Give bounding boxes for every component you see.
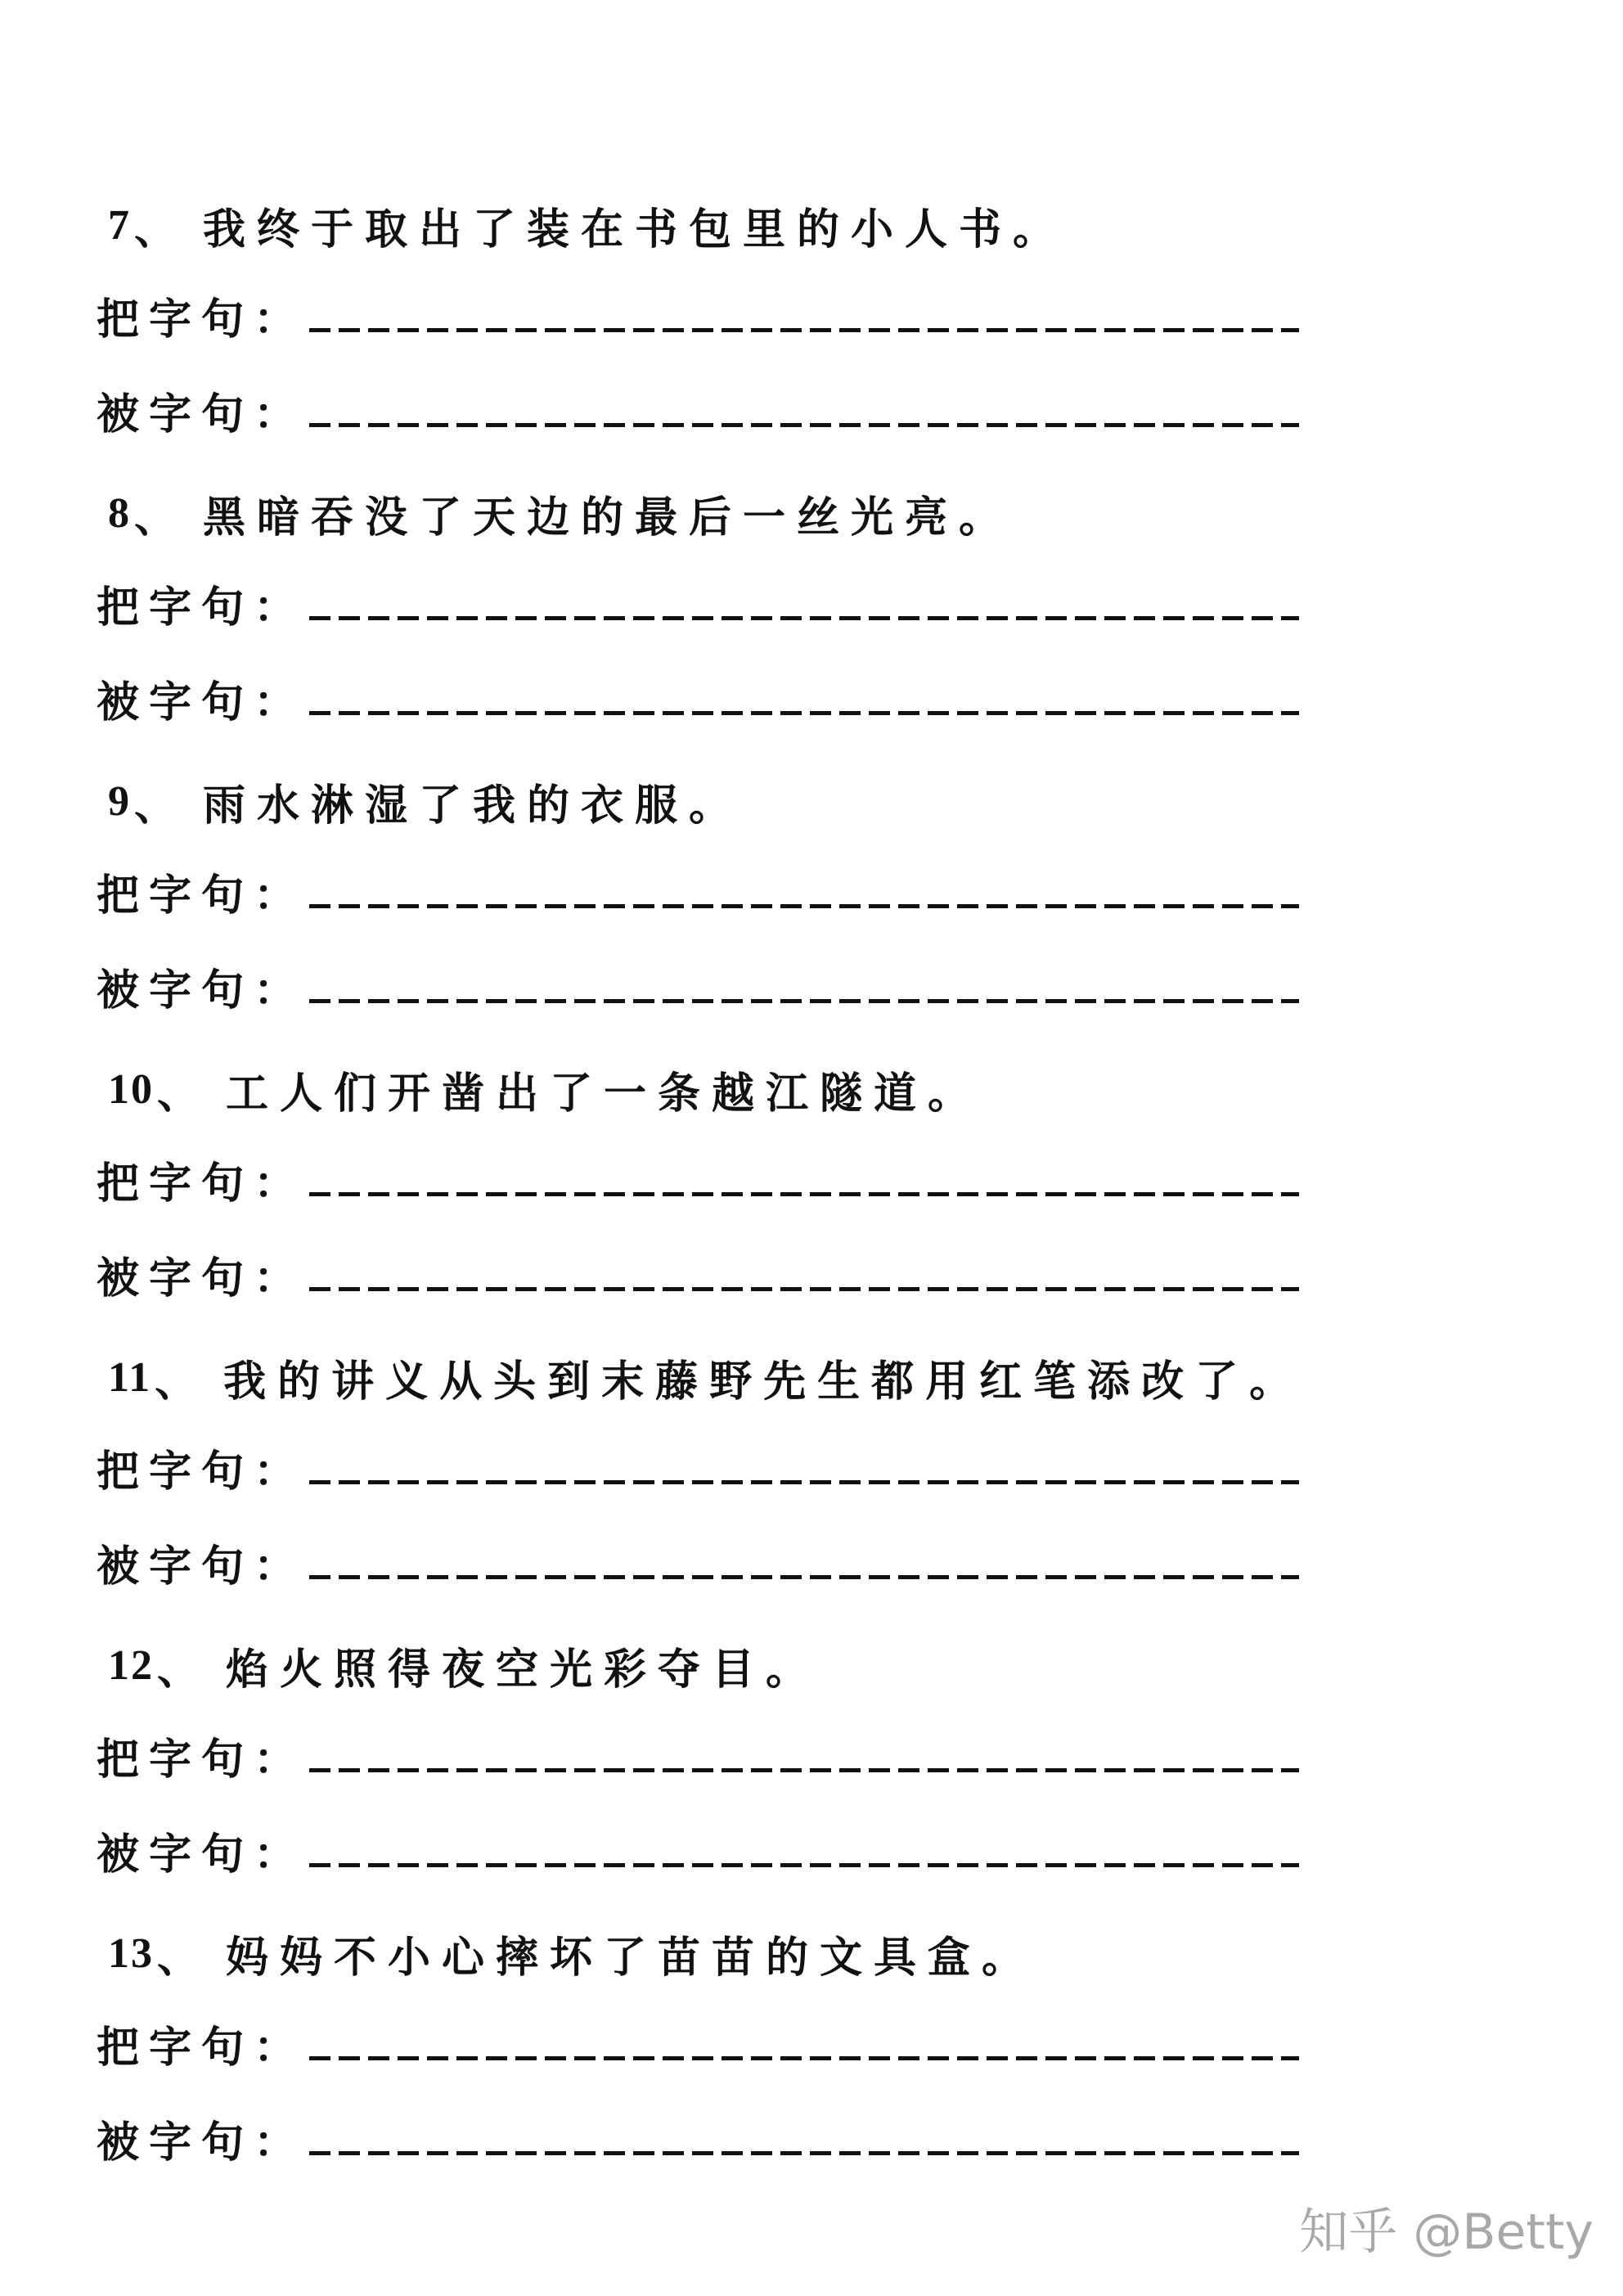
ba-sentence-row [97, 1438, 1299, 1496]
ba-sentence-row [97, 1727, 1299, 1784]
question-sentence: 我的讲义从头到末藤野先生都用红笔添改了。 [223, 1356, 1304, 1407]
bei-answer-blank[interactable] [309, 957, 1299, 1015]
ba-answer-blank[interactable] [309, 862, 1299, 920]
bei-sentence-row [97, 1533, 1299, 1591]
ba-sentence-label: 把字句： [97, 1158, 307, 1209]
question-separator: 、 [157, 1932, 212, 1983]
question-number: 13 [108, 1929, 154, 1977]
ba-sentence-label: 把字句： [97, 2022, 307, 2073]
question-7 [0, 196, 1623, 484]
question-11 [0, 1348, 1623, 1636]
question-sentence: 我终于取出了装在书包里的小人书。 [203, 204, 1068, 254]
question-separator: 、 [155, 1356, 209, 1407]
bei-answer-blank[interactable] [309, 1245, 1299, 1303]
bei-answer-blank[interactable] [309, 381, 1299, 439]
bei-sentence-label: 被字句： [97, 2117, 307, 2168]
question-sentence: 黑暗吞没了天边的最后一丝光亮。 [203, 492, 1014, 542]
ba-sentence-label: 把字句： [97, 294, 307, 344]
question-sentence-line [108, 484, 1013, 542]
ba-sentence-row [97, 286, 1299, 344]
ba-answer-blank[interactable] [309, 1727, 1299, 1784]
bei-sentence-label: 被字句： [97, 677, 307, 727]
ba-sentence-label: 把字句： [97, 582, 307, 633]
question-sentence-line [108, 1348, 1303, 1406]
question-sentence-line [108, 1060, 982, 1118]
question-separator: 、 [157, 1068, 212, 1119]
question-9 [0, 772, 1623, 1060]
bei-answer-blank[interactable] [309, 1533, 1299, 1591]
bei-answer-blank[interactable] [309, 1821, 1299, 1879]
question-sentence: 焰火照得夜空光彩夺目。 [226, 1644, 820, 1695]
ba-answer-blank[interactable] [309, 1150, 1299, 1208]
question-number: 8 [108, 489, 131, 537]
question-number: 7 [108, 201, 131, 249]
question-separator: 、 [134, 780, 189, 831]
bei-answer-blank[interactable] [309, 2109, 1299, 2167]
question-13 [0, 1925, 1623, 2213]
question-sentence-line [108, 1636, 820, 1694]
ba-sentence-row [97, 574, 1299, 632]
question-8 [0, 484, 1623, 772]
question-12 [0, 1636, 1623, 1925]
bei-sentence-label: 被字句： [97, 1541, 307, 1591]
question-separator: 、 [157, 1644, 212, 1695]
ba-sentence-row [97, 862, 1299, 920]
question-number: 12 [108, 1641, 154, 1689]
zhihu-watermark: 知乎 @Betty [1299, 2204, 1594, 2261]
question-sentence-line [108, 772, 743, 830]
ba-sentence-row [97, 1150, 1299, 1208]
question-sentence: 妈妈不小心摔坏了苗苗的文具盒。 [226, 1932, 1036, 1983]
ba-answer-blank[interactable] [309, 574, 1299, 632]
question-sentence-line [108, 1925, 1036, 1982]
question-sentence-line [108, 196, 1067, 254]
question-number: 9 [108, 777, 131, 825]
question-number: 11 [108, 1353, 152, 1401]
bei-sentence-row [97, 1821, 1299, 1879]
ba-sentence-row [97, 2015, 1299, 2072]
bei-sentence-row [97, 957, 1299, 1015]
question-sentence: 雨水淋湿了我的衣服。 [203, 780, 744, 831]
bei-sentence-row [97, 669, 1299, 727]
bei-sentence-row [97, 2109, 1299, 2167]
question-10 [0, 1060, 1623, 1348]
ba-sentence-label: 把字句： [97, 870, 307, 921]
question-number: 10 [108, 1065, 154, 1113]
bei-sentence-label: 被字句： [97, 389, 307, 439]
bei-sentence-label: 被字句： [97, 1829, 307, 1880]
bei-sentence-label: 被字句： [97, 965, 307, 1015]
ba-sentence-label: 把字句： [97, 1446, 307, 1497]
ba-sentence-label: 把字句： [97, 1734, 307, 1785]
question-separator: 、 [134, 492, 189, 542]
question-separator: 、 [134, 204, 189, 254]
bei-answer-blank[interactable] [309, 669, 1299, 727]
ba-answer-blank[interactable] [309, 1438, 1299, 1496]
bei-sentence-label: 被字句： [97, 1253, 307, 1303]
ba-answer-blank[interactable] [309, 2015, 1299, 2072]
ba-answer-blank[interactable] [309, 286, 1299, 344]
bei-sentence-row [97, 1245, 1299, 1303]
question-sentence: 工人们开凿出了一条越江隧道。 [226, 1068, 982, 1119]
bei-sentence-row [97, 381, 1299, 439]
